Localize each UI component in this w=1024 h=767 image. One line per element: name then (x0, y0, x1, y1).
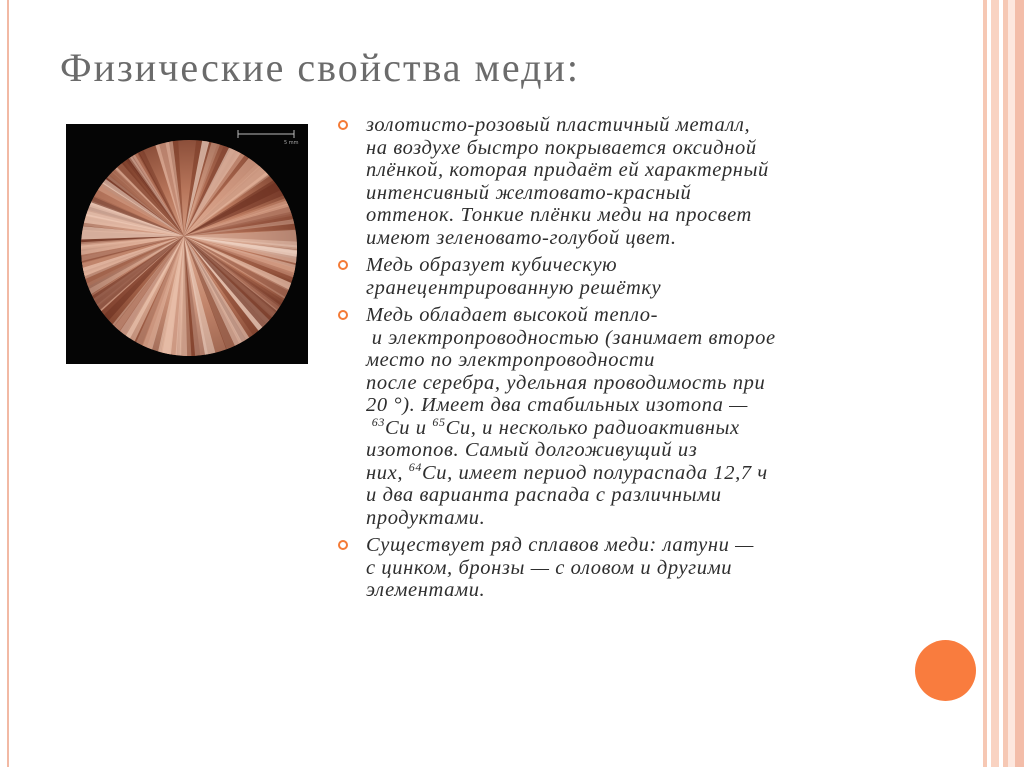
bullet-line: Медь обладает высокой тепло- (366, 304, 659, 326)
isotope-line (366, 414, 894, 440)
scale-bar-label: 5 mm (284, 140, 299, 146)
decorative-orange-circle (915, 640, 976, 701)
isotope-text: Cu, имеет период полураспада 12,7 ч (421, 461, 768, 484)
bullet-line: Медь образует кубическую (366, 254, 618, 276)
bullet-line: и два варианта распада с различными (366, 484, 722, 506)
isotope-line (366, 459, 894, 485)
isotope-mass: 64 (408, 459, 422, 474)
circle-bullet-icon (338, 120, 348, 130)
bullet-line: и электропроводностью (занимает второе (366, 326, 776, 349)
isotope-text: Cu и (384, 416, 433, 439)
bullet-line: оттенок. Тонкие плёнки меди на просвет (366, 204, 752, 226)
bullet-item-lattice (334, 254, 894, 299)
isotope-mass: 63 (371, 414, 385, 429)
isotope-text: Cu, и несколько радиоактивных (445, 416, 740, 439)
bullet-line: продуктами. (366, 506, 486, 529)
bullet-list (334, 114, 894, 607)
bullet-line: плёнкой, которая придаёт ей характерный (366, 159, 769, 181)
bullet-item-conductivity (334, 304, 894, 529)
slide-title: Физические свойства меди: (60, 45, 580, 90)
bullet-line: с цинком, бронзы — с оловом и другими (366, 556, 733, 579)
bullet-line: интенсивный желтовато-красный (366, 181, 692, 204)
bullet-line: после серебра, удельная проводимость при (366, 371, 766, 394)
bullet-line: элементами. (366, 579, 486, 601)
isotope-text: них, (366, 461, 409, 484)
bullet-line: Существует ряд сплавов меди: латуни — (366, 534, 754, 556)
copper-crystal-photo (66, 124, 308, 364)
bullet-line: изотопов. Самый долгоживущий из (366, 439, 698, 461)
circle-bullet-icon (338, 260, 348, 270)
left-frame-line (7, 0, 9, 767)
decorative-stripes (983, 0, 1024, 767)
bullet-line: на воздухе быстро покрывается оксидной (366, 136, 757, 159)
bullet-item-color (334, 114, 894, 249)
bullet-line: 20 °). Имеет два стабильных изотопа — (366, 394, 748, 416)
bullet-item-alloys (334, 534, 894, 602)
isotope-mass: 65 (432, 414, 446, 429)
bullet-line: гранецентрированную решётку (366, 276, 662, 299)
circle-bullet-icon (338, 540, 348, 550)
bullet-line: имеют зеленовато-голубой цвет. (366, 226, 677, 249)
circle-bullet-icon (338, 310, 348, 320)
bullet-line: золотисто-розовый пластичный металл, (366, 114, 751, 136)
bullet-line: место по электропроводности (366, 349, 656, 371)
